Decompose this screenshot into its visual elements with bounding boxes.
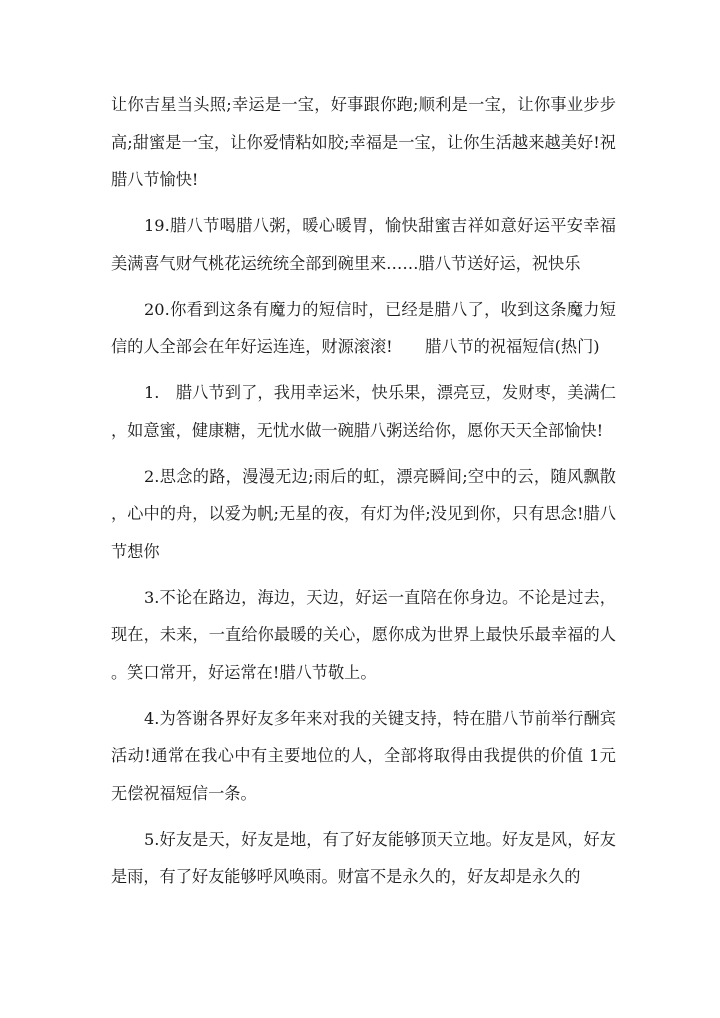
paragraph-3: 3.不论在路边，海边，天边，好运一直陪在你身边。不论是过去，现在，未来，一直给你最暖的关心，愿你成为世界上最快乐最幸福的人。笑口常开，好运常在!腊八节敬上。 bbox=[111, 587, 616, 682]
paragraph-19: 19.腊八节喝腊八粥，暖心暖胃，愉快甜蜜吉祥如意好运平安幸福美满喜气财气桃花运统统全部到碗里来……腊八节送好运，祝快乐 bbox=[111, 216, 616, 273]
paragraph-4: 4.为答谢各界好友多年来对我的关键支持，特在腊八节前举行酬宾活动!通常在我心中有主要地位的人，全部将取得由我提供的价值 1元无偿祝福短信一条。 bbox=[111, 708, 616, 803]
paragraph-continuation: 让你吉星当头照;幸运是一宝，好事跟你跑;顺利是一宝，让你事业步步高;甜蜜是一宝，让你爱情粘如胶;幸福是一宝，让你生活越来越美好!祝腊八节愉快! bbox=[111, 95, 616, 189]
paragraph-2: 2.思念的路，漫漫无边;雨后的虹，漂亮瞬间;空中的云，随风飘散，心中的舟，以爱为帆;无星的夜，有灯为伴;没见到你，只有思念!腊八节想你 bbox=[111, 466, 616, 561]
document-body bbox=[111, 86, 616, 904]
paragraph-1: 1. 腊八节到了，我用幸运米，快乐果，漂亮豆，发财枣，美满仁，如意蜜，健康糖，无忧水做一碗腊八粥送给你，愿你天天全部愉快! bbox=[111, 383, 616, 440]
paragraph-20: 20.你看到这条有魔力的短信时，已经是腊八了，收到这条魔力短信的人全部会在年好运连连，财源滚滚! 腊八节的祝福短信(热门) bbox=[111, 299, 616, 356]
paragraph-5: 5.好友是天，好友是地，有了好友能够顶天立地。好友是风，好友是雨，有了好友能够呼风唤雨。财富不是永久的，好友却是永久的 bbox=[111, 829, 616, 886]
